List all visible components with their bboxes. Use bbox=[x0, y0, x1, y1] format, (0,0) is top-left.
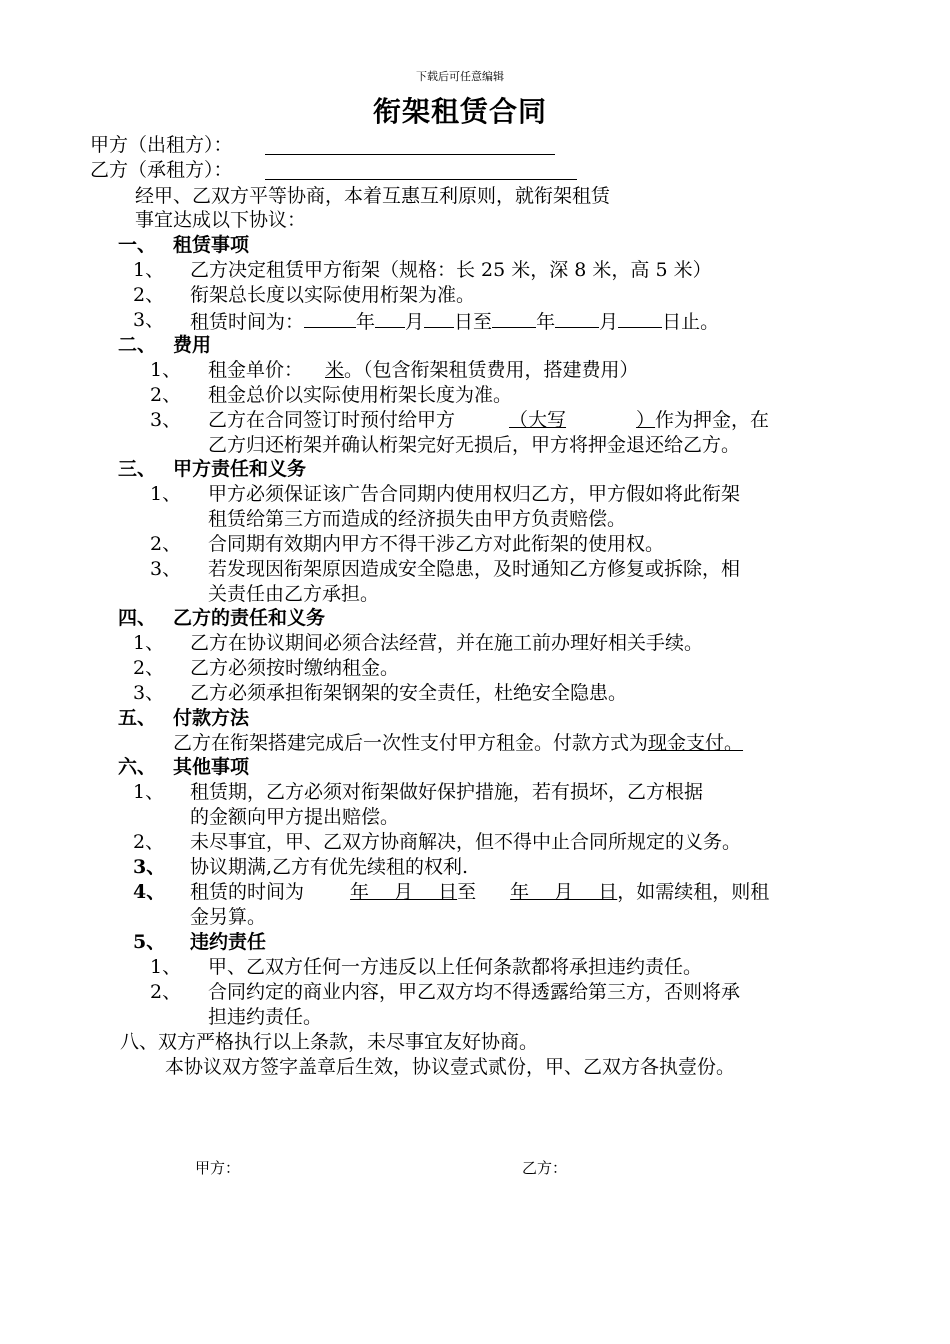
start-month-blank bbox=[375, 308, 405, 328]
s3-item-3-number: 3、 bbox=[150, 558, 182, 580]
intro-line-2: 事宜达成以下协议： bbox=[135, 209, 307, 231]
renewal-end-date: 年 月 日 bbox=[510, 881, 618, 903]
section-1-title: 租赁事项 bbox=[173, 234, 250, 256]
intro-line-1: 经甲、乙双方平等协商，本着互惠互利原则，就衔架租赁 bbox=[135, 185, 611, 207]
s2-item-3-text: 乙方在合同签订时预付给甲方 （大写 ）作为押金，在 bbox=[208, 409, 770, 431]
s4-item-1-number: 1、 bbox=[133, 632, 165, 654]
section-7-number: 5、 bbox=[133, 931, 166, 953]
month-label: 月 bbox=[405, 311, 425, 333]
s7-item-1-number: 1、 bbox=[150, 956, 182, 978]
s1-item-3-number: 3、 bbox=[133, 309, 165, 331]
s1-item-2-number: 2、 bbox=[133, 284, 165, 306]
s6-item-4-text: 租赁的时间为 年 月 日至 年 月 日，如需续租，则租 bbox=[190, 881, 770, 903]
s2-item-3-number: 3、 bbox=[150, 409, 182, 431]
s6-item-2-number: 2、 bbox=[133, 831, 165, 853]
s3-item-3-text-line-2: 关责任由乙方承担。 bbox=[208, 583, 380, 605]
s2-item-1-text: 租金单价： 米。（包含衔架租赁费用，搭建费用） bbox=[208, 359, 639, 381]
s7-item-2-text-line-2: 担违约责任。 bbox=[208, 1006, 323, 1028]
signature-party-a: 甲方： bbox=[195, 1159, 241, 1177]
s5-text: 乙方在衔架搭建完成后一次性支付甲方租金。付款方式为现金支付。 bbox=[173, 732, 744, 754]
s3-item-3-text: 若发现因衔架原因造成安全隐患，及时通知乙方修复或拆除，相 bbox=[208, 558, 741, 580]
s6-item-2-text: 未尽事宜，甲、乙双方协商解决，但不得中止合同所规定的义务。 bbox=[190, 831, 742, 853]
end-label: 日止。 bbox=[662, 311, 720, 333]
section-4-number: 四、 bbox=[118, 607, 157, 629]
section-8-text-line-2: 本协议双方签字盖章后生效，协议壹式贰份，甲、乙双方各执壹份。 bbox=[165, 1056, 736, 1078]
end-year-blank bbox=[492, 308, 536, 328]
document-title: 衔架租赁合同 bbox=[372, 95, 547, 128]
start-day-blank bbox=[424, 308, 454, 328]
s2-item-2-text: 租金总价以实际使用桁架长度为准。 bbox=[208, 384, 513, 406]
s7-item-2-number: 2、 bbox=[150, 981, 182, 1003]
s3-item-1-number: 1、 bbox=[150, 483, 182, 505]
end-day-blank bbox=[618, 308, 662, 328]
s1-item-2-text: 衔架总长度以实际使用桁架为准。 bbox=[190, 284, 476, 306]
s4-item-2-number: 2、 bbox=[133, 657, 165, 679]
day-to-label: 日至 bbox=[454, 311, 493, 333]
section-7-title: 违约责任 bbox=[190, 931, 267, 953]
party-a-label: 甲方（出租方）： bbox=[90, 134, 233, 156]
section-3-number: 三、 bbox=[118, 458, 157, 480]
section-1-number: 一、 bbox=[118, 234, 157, 256]
s6-item-1-text-line-2: 的金额向甲方提出赔偿。 bbox=[190, 806, 400, 828]
s2-item-2-number: 2、 bbox=[150, 384, 182, 406]
section-2-number: 二、 bbox=[118, 334, 157, 356]
section-5-title: 付款方法 bbox=[173, 707, 250, 729]
s3-item-1-text-line-2: 租赁给第三方而造成的经济损失由甲方负责赔偿。 bbox=[208, 508, 627, 530]
section-2-title: 费用 bbox=[173, 334, 212, 356]
s1-item-3-text bbox=[190, 308, 719, 334]
end-month-blank bbox=[555, 308, 599, 328]
s2-item-1-number: 1、 bbox=[150, 359, 182, 381]
header-note: 下载后可任意编辑 bbox=[416, 70, 504, 83]
section-6-title: 其他事项 bbox=[173, 756, 250, 778]
section-3-title: 甲方责任和义务 bbox=[173, 458, 307, 480]
s4-item-2-text: 乙方必须按时缴纳租金。 bbox=[190, 657, 400, 679]
start-year-blank bbox=[304, 308, 356, 328]
s6-item-1-number: 1、 bbox=[133, 781, 165, 803]
s6-item-4-text-line-2: 金另算。 bbox=[190, 906, 267, 928]
rental-period-label: 租赁时间为： bbox=[190, 311, 305, 333]
party-b-label: 乙方（承租方）： bbox=[90, 159, 233, 181]
s4-item-3-text: 乙方必须承担衔架钢架的安全责任，杜绝安全隐患。 bbox=[190, 682, 628, 704]
section-5-number: 五、 bbox=[118, 707, 157, 729]
s1-item-1-number: 1、 bbox=[133, 259, 165, 281]
s6-item-4-number: 4、 bbox=[133, 881, 166, 903]
s3-item-2-number: 2、 bbox=[150, 533, 182, 555]
section-4-title: 乙方的责任和义务 bbox=[173, 607, 326, 629]
s4-item-1-text: 乙方在协议期间必须合法经营，并在施工前办理好相关手续。 bbox=[190, 632, 704, 654]
party-b-blank bbox=[265, 179, 577, 180]
s1-item-1-text: 乙方决定租赁甲方衔架（规格：长 25 米，深 8 米，高 5 米） bbox=[190, 259, 712, 281]
s2-item-3-text-line-2: 乙方归还桁架并确认桁架完好无损后，甲方将押金退还给乙方。 bbox=[208, 434, 741, 456]
party-a-blank bbox=[265, 154, 555, 155]
signature-party-b: 乙方： bbox=[522, 1159, 568, 1177]
s6-item-3-text: 协议期满,乙方有优先续租的权利. bbox=[190, 856, 469, 878]
section-6-number: 六、 bbox=[118, 756, 157, 778]
year-label: 年 bbox=[356, 311, 376, 333]
s7-item-2-text: 合同约定的商业内容，甲乙双方均不得透露给第三方，否则将承 bbox=[208, 981, 741, 1003]
s6-item-3-number: 3、 bbox=[133, 856, 166, 878]
s7-item-1-text: 甲、乙双方任何一方违反以上任何条款都将承担违约责任。 bbox=[208, 956, 703, 978]
s3-item-1-text: 甲方必须保证该广告合同期内使用权归乙方，甲方假如将此衔架 bbox=[208, 483, 741, 505]
year-label-2: 年 bbox=[536, 311, 556, 333]
payment-method: 现金支付。 bbox=[648, 732, 744, 754]
s4-item-3-number: 3、 bbox=[133, 682, 165, 704]
s3-item-2-text: 合同期有效期内甲方不得干涉乙方对此衔架的使用权。 bbox=[208, 533, 665, 555]
section-8-text: 八、双方严格执行以上条款，未尽事宜友好协商。 bbox=[120, 1031, 539, 1053]
deposit-blank: （大写 bbox=[509, 409, 567, 431]
unit-price-blank: 米 bbox=[325, 359, 345, 381]
s6-item-1-text: 租赁期，乙方必须对衔架做好保护措施，若有损坏，乙方根据 bbox=[190, 781, 704, 803]
renewal-start-date: 年 月 日 bbox=[350, 881, 458, 903]
month-label-2: 月 bbox=[599, 311, 619, 333]
